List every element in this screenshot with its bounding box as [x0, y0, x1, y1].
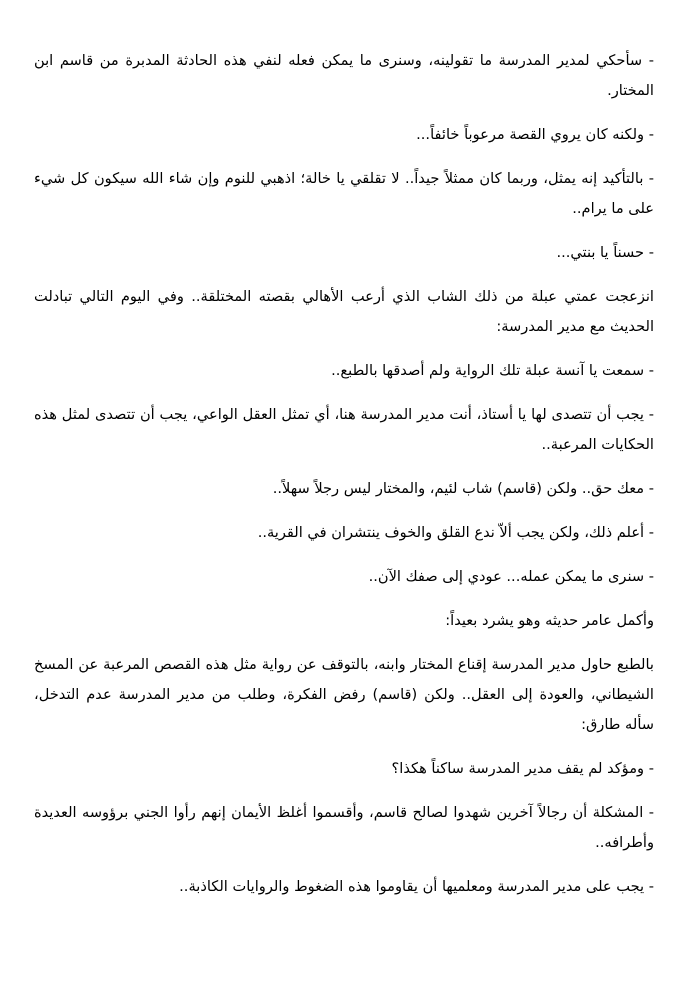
paragraph-4: - حسناً يا بنتي...: [556, 244, 654, 261]
paragraph-6: - سمعت يا آنسة عبلة تلك الرواية ولم أصدقها بالطبع..: [331, 362, 654, 379]
paragraph-11: وأكمل عامر حديثه وهو يشرد بعيداً:: [445, 612, 654, 629]
paragraph-3: - بالتأكيد إنه يمثل، وربما كان ممثلاً جيداً.. لا تقلقي يا خالة؛ اذهبي للنوم وإن شاء الله سيكون كل شيء على ما يرام..: [34, 170, 654, 217]
paragraph-2: - ولكنه كان يروي القصة مرعوباً خائفاً...: [416, 126, 654, 143]
document-page: [34, 46, 654, 916]
paragraph-14: - المشكلة أن رجالاً آخرين شهدوا لصالح قاسم، وأقسموا أغلظ الأيمان إنهم رأوا الجني برؤوسه العديدة وأطرافه..: [34, 804, 654, 851]
paragraph-7: - يجب أن تتصدى لها يا أستاذ، أنت مدير المدرسة هنا، أي تمثل العقل الواعي، يجب أن تتصدى لمثل هذه الحكايات المرعبة..: [34, 406, 654, 453]
paragraph-10: - سنرى ما يمكن عمله... عودي إلى صفك الآن..: [368, 568, 654, 585]
paragraph-8: - معك حق.. ولكن (قاسم) شاب لئيم، والمختار ليس رجلاً سهلاً..: [272, 480, 654, 497]
paragraph-9: - أعلم ذلك، ولكن يجب ألاّ ندع القلق والخوف ينتشران في القرية..: [257, 524, 654, 541]
paragraph-5: انزعجت عمتي عبلة من ذلك الشاب الذي أرعب الأهالي بقصته المختلقة.. وفي اليوم التالي تبادلت الحديث مع مدير المدرسة:: [34, 288, 654, 335]
paragraph-12: بالطبع حاول مدير المدرسة إقناع المختار وابنه، بالتوقف عن رواية مثل هذه القصص المرعبة عن المسخ الشيطاني، والعودة إلى العقل.. ولكن (قاسم) رفض الفكرة، وطلب من مدير المدرسة عدم التدخل، سأله طارق:: [34, 656, 654, 733]
paragraph-13: - ومؤكد لم يقف مدير المدرسة ساكناً هكذا؟: [391, 760, 654, 777]
paragraph-1: - سأحكي لمدير المدرسة ما تقولينه، وسنرى ما يمكن فعله لنفي هذه الحادثة المدبرة من قاسم ابن المختار.: [34, 52, 654, 99]
paragraph-15: - يجب على مدير المدرسة ومعلميها أن يقاوموا هذه الضغوط والروايات الكاذبة..: [179, 878, 654, 895]
